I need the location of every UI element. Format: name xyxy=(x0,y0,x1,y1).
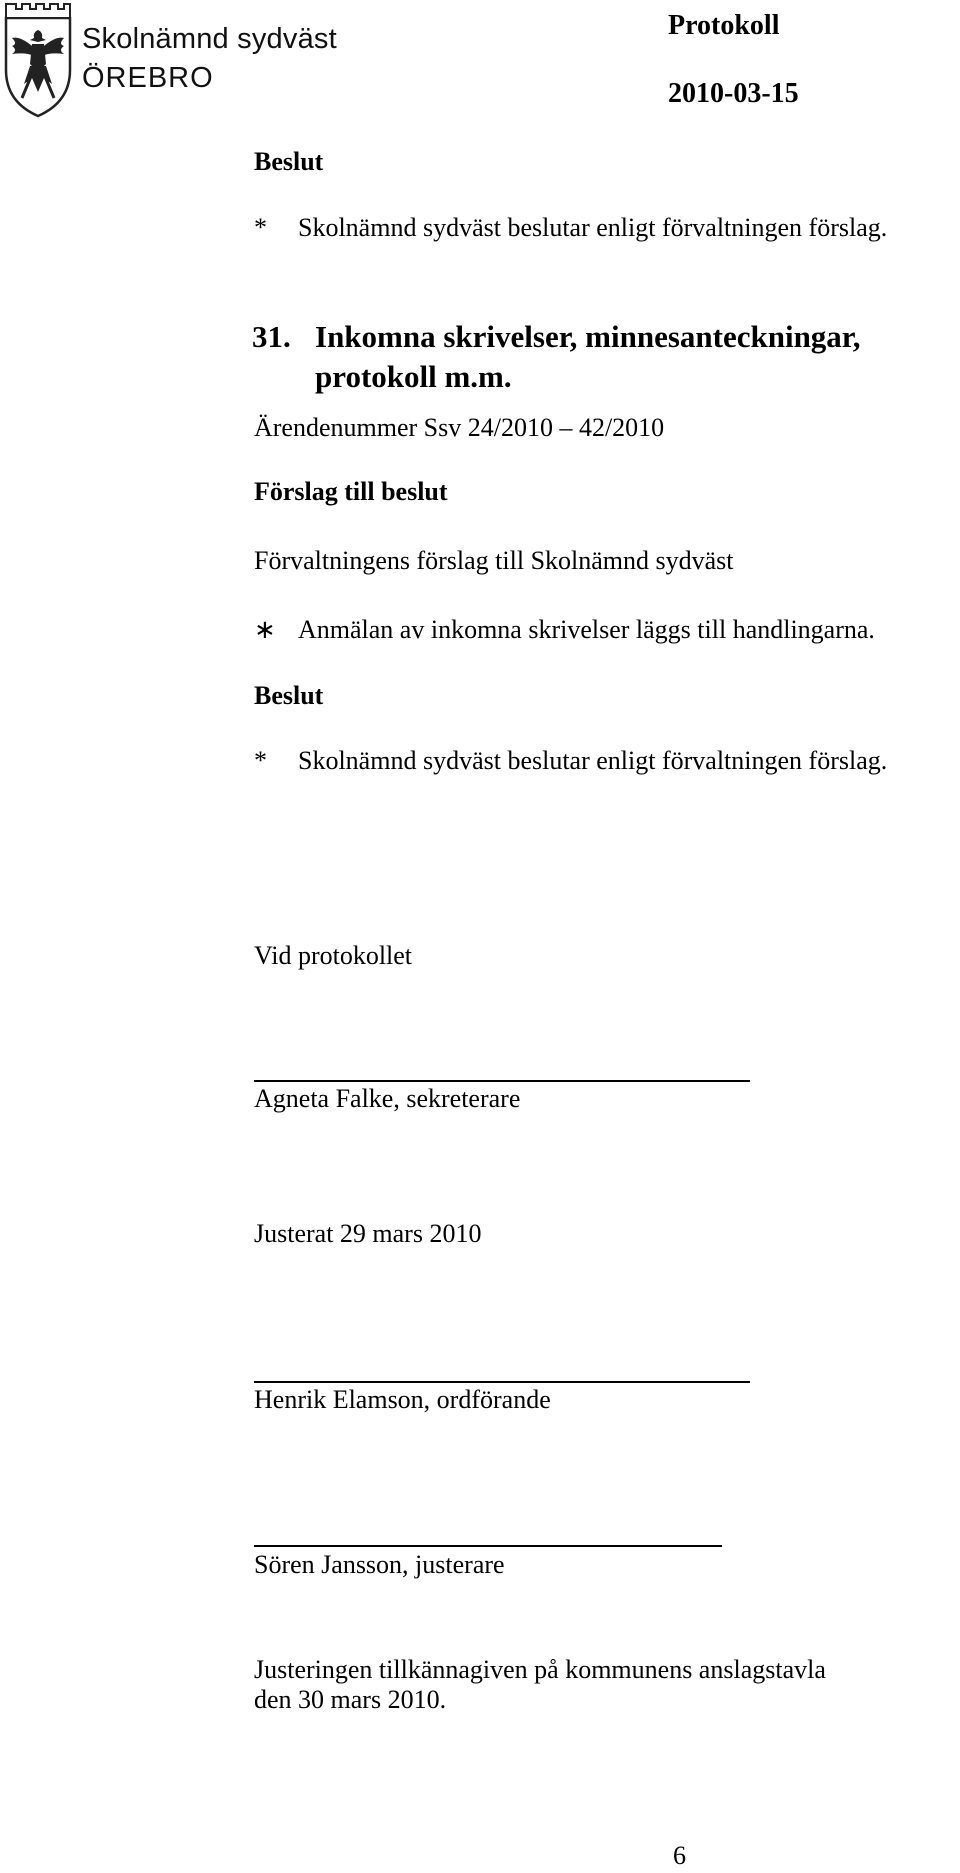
bullet-star: ∗ xyxy=(254,615,276,644)
document-date: 2010-03-15 xyxy=(668,78,799,109)
bullet-star: * xyxy=(254,746,267,775)
beslut-heading-top: Beslut xyxy=(254,147,324,176)
section-number: 31. xyxy=(252,319,291,354)
section-title-line1: Inkomna skrivelser, minnesanteckningar, xyxy=(315,319,861,354)
adjuster-name: Sören Jansson, justerare xyxy=(254,1550,505,1579)
proposal-intro: Förvaltningens förslag till Skolnämnd sydväst xyxy=(254,546,734,575)
beslut-heading: Beslut xyxy=(254,681,324,710)
proposal-text: Anmälan av inkomna skrivelser läggs till handlingarna. xyxy=(298,615,875,644)
section-title-line2: protokoll m.m. xyxy=(315,359,512,394)
signature-intro: Vid protokollet xyxy=(254,941,413,970)
case-number: Ärendenummer Ssv 24/2010 – 42/2010 xyxy=(254,413,665,442)
adjusted-date: Justerat 29 mars 2010 xyxy=(254,1219,482,1248)
signature-line xyxy=(254,1381,750,1383)
signature-line xyxy=(254,1080,750,1082)
secretary-name: Agneta Falke, sekreterare xyxy=(254,1084,521,1113)
decision-text-top: Skolnämnd sydväst beslutar enligt förvaltningen förslag. xyxy=(298,213,888,242)
document-type: Protokoll xyxy=(668,10,780,41)
organization-city: ÖREBRO xyxy=(82,62,214,94)
posting-notice-line2: den 30 mars 2010. xyxy=(254,1685,447,1714)
coat-of-arms-eagle-icon xyxy=(2,0,74,120)
bullet-star: * xyxy=(254,213,267,242)
signature-line xyxy=(254,1545,722,1547)
proposal-heading: Förslag till beslut xyxy=(254,477,448,506)
page-number: 6 xyxy=(673,1841,686,1870)
decision-text: Skolnämnd sydväst beslutar enligt förvaltningen förslag. xyxy=(298,746,888,775)
organization-name: Skolnämnd sydväst xyxy=(82,23,337,55)
chair-name: Henrik Elamson, ordförande xyxy=(254,1385,551,1414)
posting-notice-line1: Justeringen tillkännagiven på kommunens anslagstavla xyxy=(254,1655,826,1684)
